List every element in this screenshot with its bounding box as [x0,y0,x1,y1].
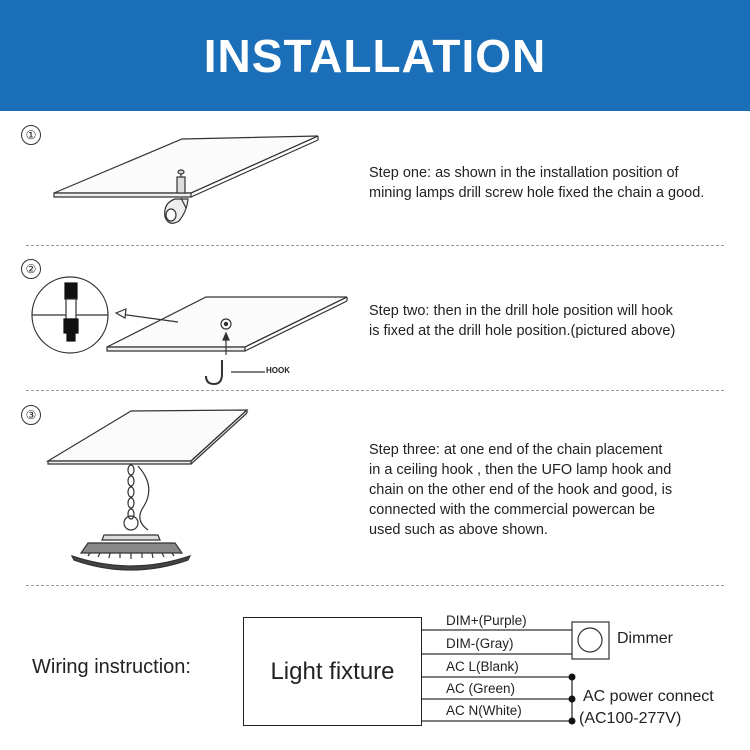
ac-power-label: AC power connect [583,688,714,705]
page-title: INSTALLATION [203,29,547,82]
dimmer-icon [572,622,609,659]
step-three-line-3: chain on the other end of the hook and good, is [369,482,673,498]
divider-3 [26,585,724,586]
step-three-line-5: used such as above shown. [369,522,548,538]
step-one-line-1: Step one: as shown in the installation position of [369,165,679,181]
wire-label-ac-l: AC L(Blank) [446,659,519,674]
step-one-ceiling-panel [54,136,318,197]
wiring-instruction-label: Wiring instruction: [32,656,191,678]
step-three-line-2: in a ceiling hook , then the UFO lamp hook and [369,462,672,478]
hook-detail-circle [32,277,108,353]
step-three-ceiling-panel [48,410,247,464]
hook-label: HOOK [266,366,290,375]
divider-2 [26,390,724,391]
hook-icon [206,360,265,384]
wire-label-dim-minus: DIM-(Gray) [446,636,514,651]
step-three-text [369,440,672,540]
step-two-line-2: is fixed at the drill hole position.(pictured above) [369,323,676,339]
step-three-number: ③ [21,405,41,425]
step-one-text [369,163,704,203]
ufo-lamp-icon [72,516,190,570]
divider-1 [26,245,724,246]
wire-label-ac-n: AC N(White) [446,703,522,718]
step-two-text [369,301,675,341]
dimmer-label: Dimmer [617,630,673,647]
step-one-line-2: mining lamps drill screw hole fixed the chain a good. [369,185,705,201]
step-two-number: ② [21,259,41,279]
wire-label-ac-ground: AC (Green) [446,681,516,696]
light-fixture-box [243,617,422,726]
step-two-ceiling-panel [107,297,347,351]
ac-voltage-label: (AC100-277V) [579,710,682,727]
chain-icon [128,465,149,530]
step-one-number: ① [21,125,41,145]
step-three-line-4: connected with the commercial powercan be [369,502,656,518]
step-three-line-1: Step three: at one end of the chain placement [369,442,663,458]
light-fixture-label: Light fixture [270,657,395,685]
wire-label-dim-plus: DIM+(Purple) [446,613,527,628]
step-two-line-1: Step two: then in the drill hole position will hook [369,303,673,319]
